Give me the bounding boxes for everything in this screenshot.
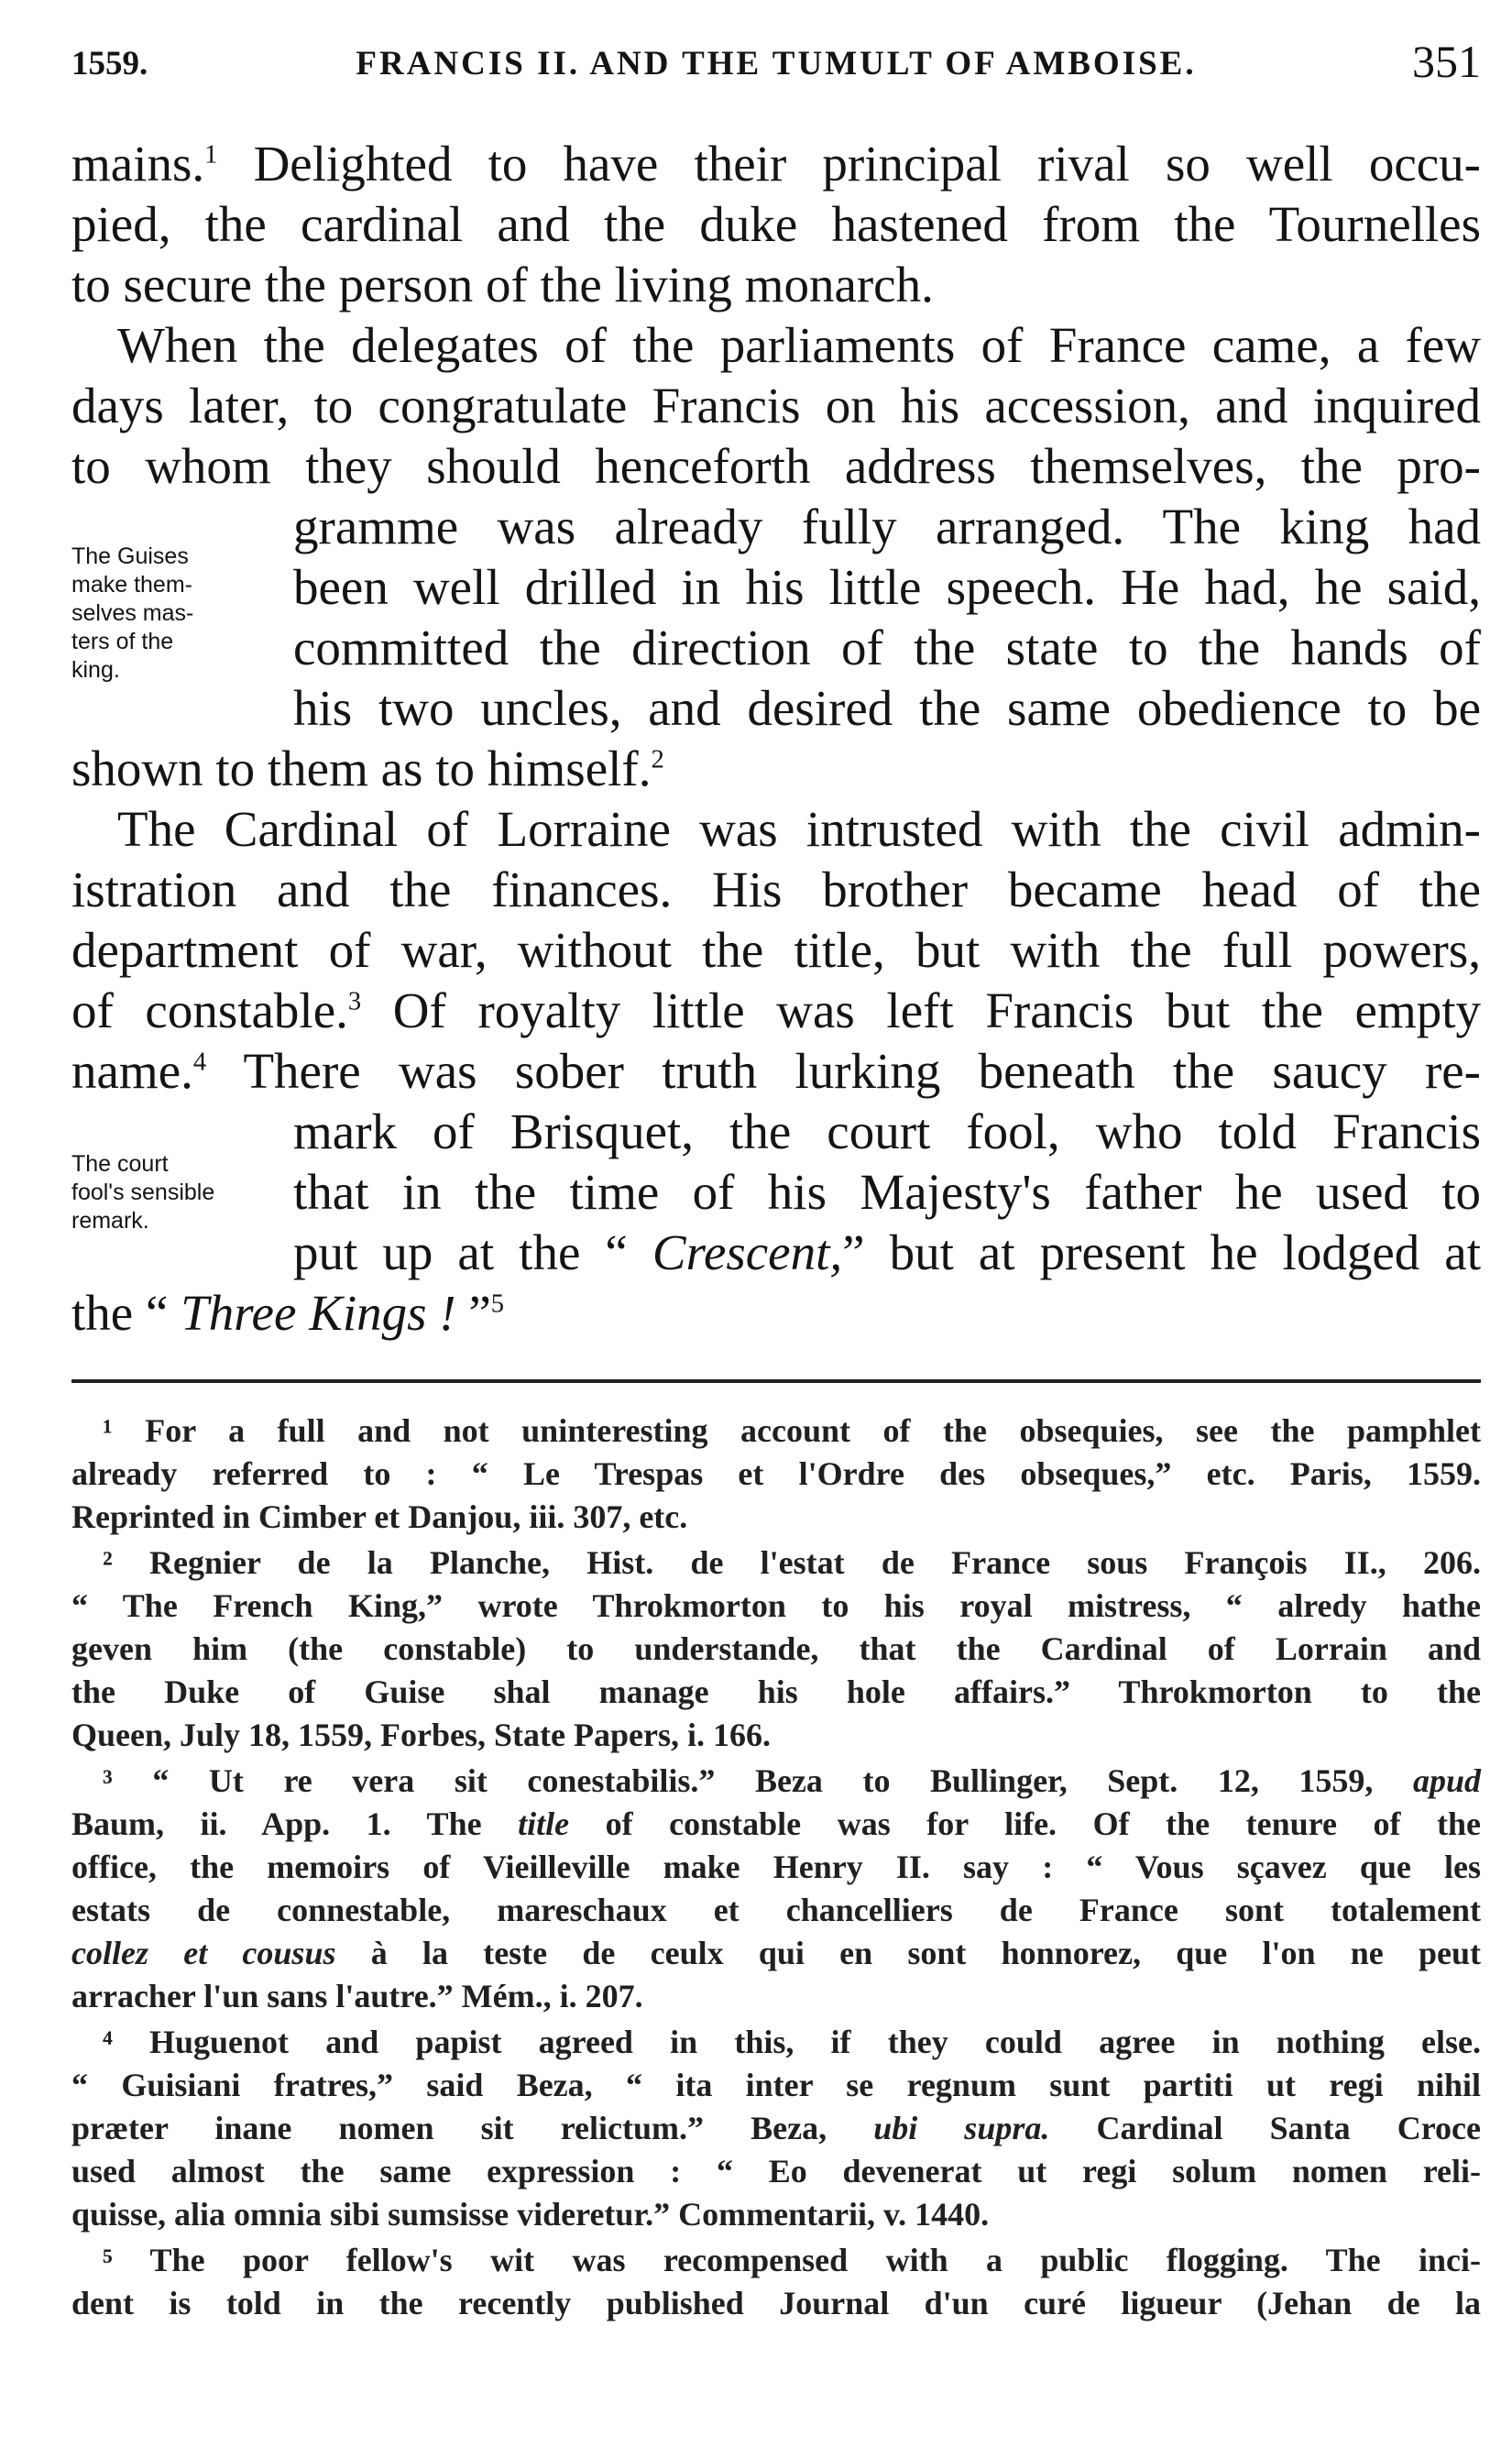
body-line: shown to them as to himself.$^2$ [71,741,664,796]
footnote-line: dent is told in the recently published Journal d'un curé ligueur (Jehan de la [71,2285,1481,2321]
page-number: 351 [1412,36,1481,87]
footnote-ref: 4 [192,1048,207,1077]
body-line: to secure the person of the living monarch. [71,257,934,313]
footnote-line: Queen, July 18, 1559, Forbes, State Papers, i. 166. [71,1717,771,1753]
body-line: the “ Three Kings ! ”$^5$ [71,1285,505,1341]
sidenote-guises: The Guises make them- selves mas- ters of the king. [71,543,194,683]
body-line: pied, the cardinal and the duke hastened from the Tournelles [71,196,1481,252]
footnote-line: office, the memoirs of Vieilleville make Henry II. say : “ Vous sçavez que les [71,1849,1481,1885]
body-line: his two uncles, and desired the same obedience to be [293,680,1481,736]
footnote-line: already referred to : “ Le Trespas et l'Ordre des obseques,” etc. Paris, 1559. [71,1455,1481,1492]
footnote-line: estats de connestable, mareschaux et chancelliers de France sont totalement [71,1892,1481,1928]
body-line: mark of Brisquet, the court fool, who told Francis [293,1103,1481,1159]
footnote-line: Baum, ii. App. 1. The title of constable was for life. Of the tenure of the [71,1805,1481,1842]
body-line: days later, to congratulate Francis on his accession, and inquired [71,378,1481,433]
footnote-ref: 5 [490,1289,505,1319]
footnote-line: ² Regnier de la Planche, Hist. de l'estat de France sous François II., 206. [103,1544,1481,1581]
body-line: The Cardinal of Lorraine was intrusted with the civil admin- [117,801,1481,857]
footnote-line: “ The French King,” wrote Throkmorton to his royal mistress, “ alredy hathe [71,1587,1481,1624]
body-line: name.$^4$ There was sober truth lurking beneath the saucy re- [71,1043,1481,1099]
body-line: committed the direction of the state to the hands of [293,620,1481,675]
footnote-ref: 1 [204,140,218,170]
footnote-line: collez et cousus à la teste de ceulx qui en sont honnorez, que l'on ne peut [71,1935,1481,1971]
body-line: that in the time of his Majesty's father he used to [293,1164,1481,1220]
footnote-ref: 2 [651,745,664,774]
body-line: department of war, without the title, but with the full powers, [71,922,1481,978]
footnote-line: ⁵ The poor fellow's wit was recompensed with a public flogging. The inci- [103,2242,1481,2278]
body-line: istration and the finances. His brother became head of the [71,861,1481,917]
footnote-line: geven him (the constable) to understande, that the Cardinal of Lorrain and [71,1630,1481,1667]
body-line: gramme was already fully arranged. The king had [293,499,1481,554]
footnote-line: arracher l'un sans l'autre.” Mém., i. 207. [71,1978,643,2014]
footnote-ref: 3 [347,987,362,1016]
footnote-line: præter inane nomen sit relictum.” Beza, ubi supra. Cardinal Santa Croce [71,2110,1481,2146]
sidenote-court-fool: The court fool's sensible remark. [71,1151,215,1234]
body-line: been well drilled in his little speech. He had, he said, [293,559,1481,615]
body-line: mains.$^1$ Delighted to have their principal rival so well occu- [71,136,1481,192]
body-line: put up at the “ Crescent,” but at present he lodged at [293,1224,1481,1280]
header-title: FRANCIS II. AND THE TUMULT OF AMBOISE. [356,45,1197,82]
footnote-line: “ Guisiani fratres,” said Beza, “ ita inter se regnum sunt partiti ut regi nihil [71,2067,1481,2103]
running-header [71,35,1481,90]
footnote-divider [71,1379,1481,1383]
footnote-line: used almost the same expression : “ Eo devenerat ut regi solum nomen reli- [71,2153,1481,2189]
footnote-line: ⁴ Huguenot and papist agreed in this, if they could agree in nothing else. [103,2024,1481,2060]
header-year: 1559. [71,45,148,82]
footnote-line: ¹ For a full and not uninteresting account of the obsequies, see the pamphlet [103,1412,1481,1449]
body-line: of constable.$^3$ Of royalty little was left Francis but the empty [71,982,1482,1038]
footnote-line: Reprinted in Cimber et Danjou, iii. 307, etc. [71,1498,688,1535]
body-line: When the delegates of the parliaments of France came, a few [117,317,1481,373]
footnote-line: the Duke of Guise shal manage his hole affairs.” Throkmorton to the [71,1673,1481,1710]
body-line: to whom they should henceforth address themselves, the pro- [71,438,1481,494]
footnote-line: quisse, alia omnia sibi sumsisse videretur.” Commentarii, v. 1440. [71,2196,990,2233]
footnote-line: ³ “ Ut re vera sit conestabilis.” Beza to Bullinger, Sept. 12, 1559, apud [103,1762,1481,1799]
